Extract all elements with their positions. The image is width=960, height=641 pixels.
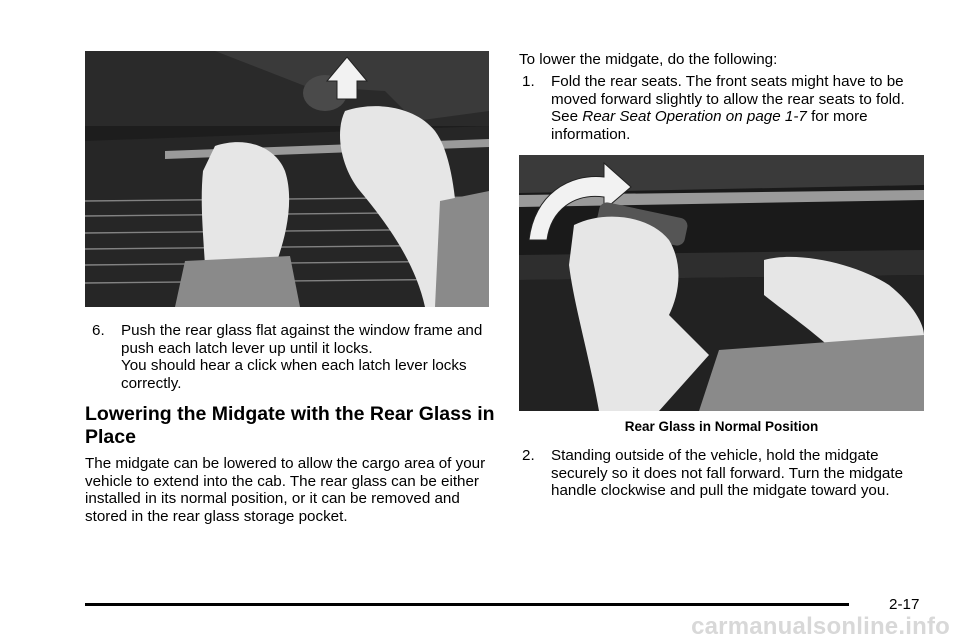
step-2-instruction: Standing outside of the vehicle, hold the midgate securely so it does not fall forward. Turn the midgate handle clockwise and pull the midgate toward you. <box>551 447 904 500</box>
step-1-text-end: for more information. <box>551 108 868 143</box>
latch-photo <box>85 51 489 307</box>
step-number: 1. <box>522 73 535 90</box>
figure-caption: Rear Glass in Normal Position <box>624 419 819 434</box>
rear-glass-photo <box>519 155 924 411</box>
watermark: carmanualsonline.info <box>691 613 950 640</box>
footer-rule <box>85 603 849 606</box>
step-number: 2. <box>522 447 535 464</box>
step-number: 6. <box>92 322 105 339</box>
section-paragraph: The midgate can be lowered to allow the cargo area of your vehicle to extend into the cab. The rear glass can be either installed in its normal position, or it can be removed and stored in the rear glass storage pocket. <box>85 455 486 525</box>
step-1-text: Fold the rear seats. The front seats might have to be moved forward slightly to allow the rear seats to fold. See <box>551 73 905 126</box>
procedure-intro: To lower the midgate, do the following: <box>519 51 778 68</box>
cross-reference-link[interactable]: Rear Seat Operation on page 1-7 <box>582 108 807 126</box>
step-1-instruction <box>551 73 924 143</box>
step-6-note: You should hear a click when each latch lever locks correctly. <box>121 357 467 392</box>
page-number: 2-17 <box>889 596 920 613</box>
step-6-instruction: Push the rear glass flat against the window frame and push each latch lever up until it locks. <box>121 322 483 357</box>
section-heading: Lowering the Midgate with the Rear Glass in Place <box>85 403 495 448</box>
